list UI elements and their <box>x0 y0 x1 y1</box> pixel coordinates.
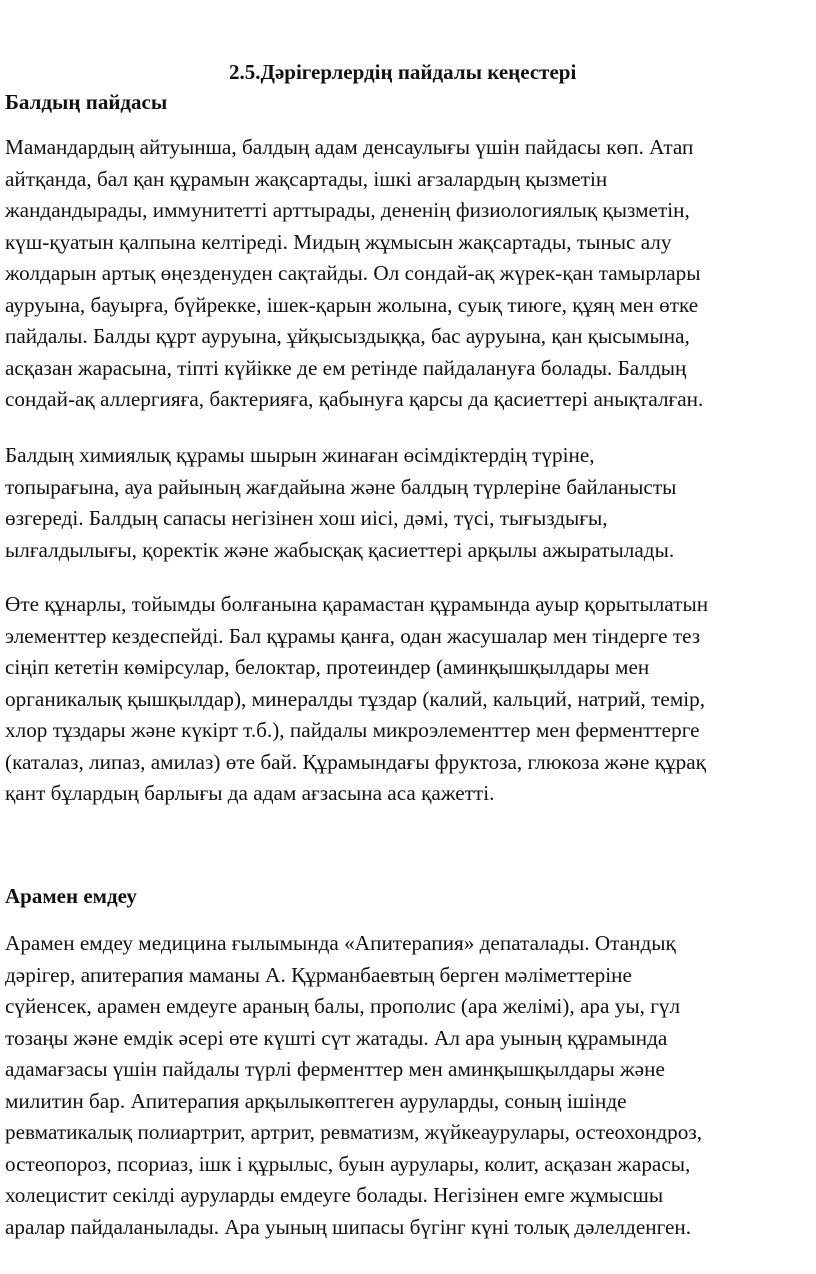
text-line: айтқанда, бал қан құрамын жақсартады, ішкі ағзалардың қызметін <box>5 166 608 191</box>
text-line: сүйенсек, арамен емдеуге араның балы, прополис (ара желімі), ара уы, гүл <box>5 994 681 1018</box>
text-line: жандандырады, иммунитетті арттырады, дененің физиологиялық қызметін, <box>5 198 690 222</box>
text-line: элементтер кездеспейді. Бал құрамы қанға, одан жасушалар мен тіндерге тез <box>5 623 701 648</box>
text-line: күш-қуатын қалпына келтіреді. Мидың жұмысын жақсартады, тыныс алу <box>5 229 672 254</box>
page-title: 2.5.Дәрігерлердің пайдалы кеңестері <box>229 60 577 84</box>
text-line: тозаңы және емдік әсері өте күшті сүт жатады. Ал ара уының құрамында <box>5 1025 668 1050</box>
text-line: органикалық қышқылдар), минералды тұздар (калий, кальций, натрий, темір, <box>5 686 706 711</box>
text-line: (каталаз, липаз, амилаз) өте бай. Құрамындағы фруктоза, глюкоза және құрақ <box>5 749 706 774</box>
section-heading-honey: Балдың пайдасы <box>5 90 168 114</box>
text-line: асқазан жарасына, тіпті күйікке де ем ретінде пайдалануға болады. Балдың <box>5 355 687 380</box>
paragraph-apitherapy <box>5 928 815 1243</box>
text-line: милитин бар. Апитерапия арқылыкөптеген ауруларды, соның ішінде <box>5 1088 627 1113</box>
paragraph-honey-benefits <box>5 132 815 416</box>
text-line: остеопороз, псориаз, ішк і құрылыс, буын аурулары, колит, асқазан жарасы, <box>5 1151 691 1176</box>
text-line: жолдарын артық өңезденуден сақтайды. Ол сондай-ақ жүрек-қан тамырлары <box>5 261 701 285</box>
text-line: сіңіп кететін көмірсулар, белоктар, протеиндер (аминқышқылдары мен <box>5 655 650 679</box>
text-line: адамағзасы үшін пайдалы түрлі ферменттер мен аминқышқылдары және <box>5 1057 665 1081</box>
text-line: сондай-ақ аллергияға, бактерияға, қабынуға қарсы да қасиеттері анықталған. <box>5 387 704 411</box>
text-line: топырағына, ауа райының жағдайына және балдың түрлеріне байланысты <box>5 474 677 499</box>
text-line: холецистит секілді ауруларды емдеуге болады. Негізінен емге жұмысшы <box>5 1183 664 1207</box>
text-line: пайдалы. Балды құрт ауруына, ұйқысыздыққа, бас ауруына, қан қысымына, <box>5 324 690 348</box>
text-line: Арамен емдеу медицина ғылымында «Апитерапия» депаталады. Отандық <box>5 931 676 955</box>
paragraph-honey-nutrients <box>5 589 815 810</box>
paragraph-honey-composition <box>5 440 815 566</box>
text-line: Өте құнарлы, тойымды болғанына қарамастан құрамында ауыр қорытылатын <box>5 592 709 616</box>
text-line: өзгереді. Балдың сапасы негізінен хош иісі, дәмі, түсі, тығыздығы, <box>5 506 608 530</box>
text-line: дәрігер, апитерапия маманы А. Құрманбаевтың берген мәліметтеріне <box>5 962 632 987</box>
text-line: Балдың химиялық құрамы шырын жинаған өсімдіктердің түріне, <box>5 443 595 467</box>
text-line: ревматикалық полиартрит, артрит, ревматизм, жүйкеаурулары, остеохондроз, <box>5 1120 703 1144</box>
text-line: ылғалдылығы, қоректік және жабысқақ қасиеттері арқылы ажыратылады. <box>5 537 675 562</box>
text-line: қант бұлардың барлығы да адам ағзасына аса қажетті. <box>5 781 495 805</box>
text-line: аралар пайдаланылады. Ара уының шипасы бүгінг күні толық дәлелденген. <box>5 1214 692 1239</box>
text-line: Мамандардың айтуынша, балдың адам денсаулығы үшін пайдасы көп. Атап <box>5 135 694 159</box>
text-line: ауруына, бауырға, бүйрекке, ішек-қарын жолына, суық тиюге, құяң мен өтке <box>5 292 699 317</box>
text-line: хлор тұздары және күкірт т.б.), пайдалы микроэлементтер мен ферменттерге <box>5 718 700 742</box>
section-heading-bee-therapy: Арамен емдеу <box>5 884 137 908</box>
